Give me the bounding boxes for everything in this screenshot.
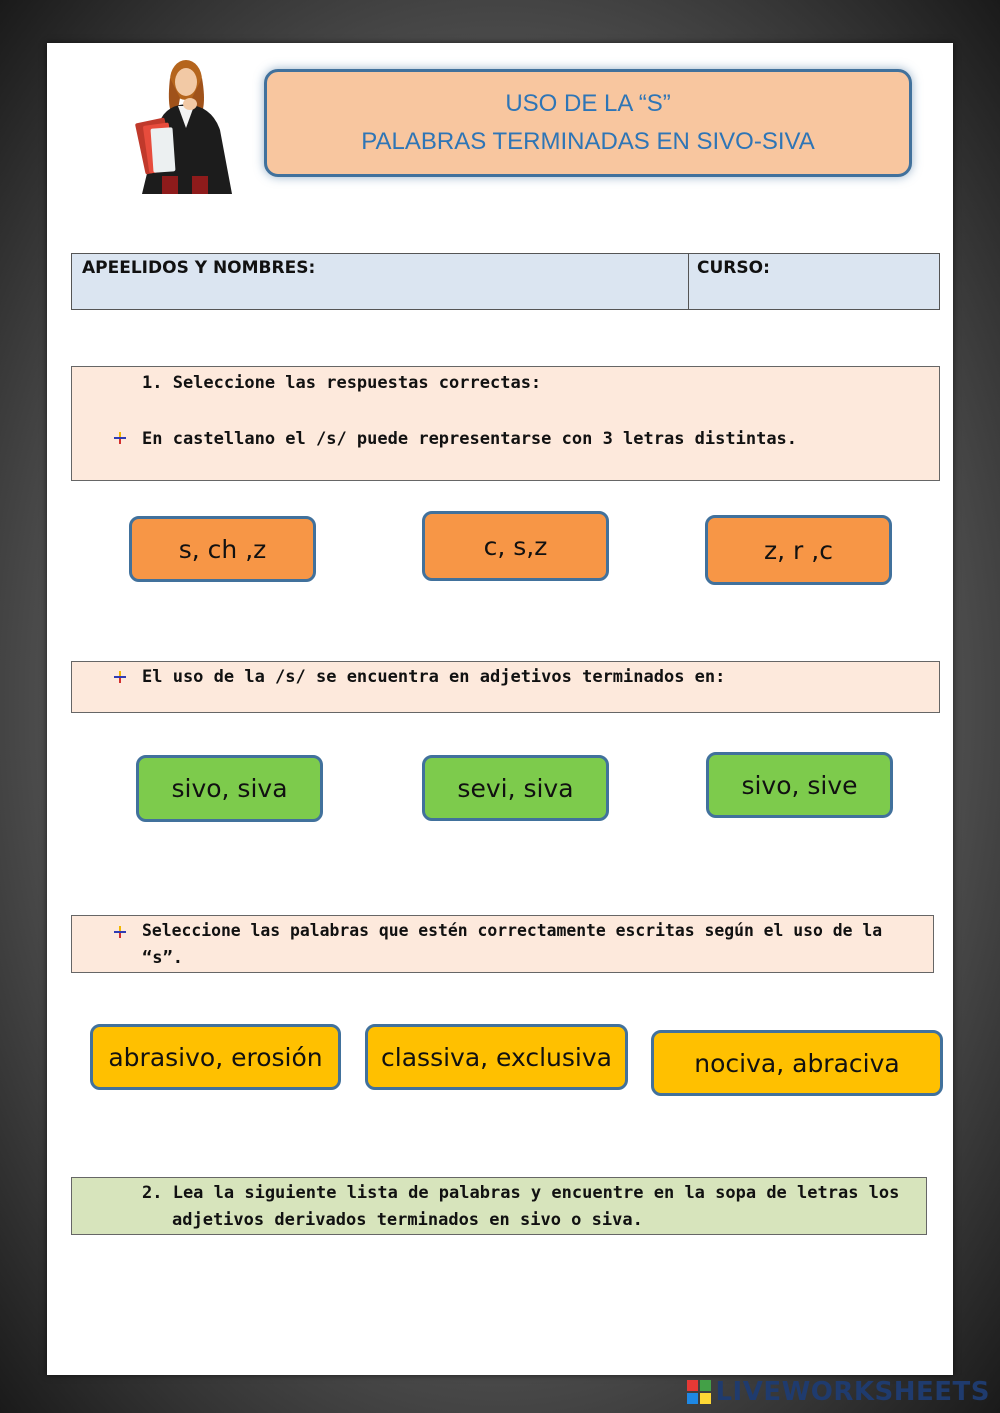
- option-label: sivo, sive: [741, 770, 858, 800]
- question-2-line-2: adjetivos derivados terminados en sivo o siva.: [172, 1210, 643, 1230]
- option-z-r-c[interactable]: [705, 515, 892, 585]
- names-field[interactable]: [72, 254, 689, 309]
- question-1b-box: [71, 661, 940, 713]
- option-sivo-siva[interactable]: [136, 755, 323, 822]
- option-label: c, s,z: [483, 531, 548, 561]
- option-label: nociva, abraciva: [694, 1048, 900, 1078]
- option-label: s, ch ,z: [178, 534, 267, 564]
- bullet-icon: [112, 924, 128, 940]
- option-abrasivo-erosion[interactable]: [90, 1024, 341, 1090]
- option-label: sevi, siva: [457, 773, 574, 803]
- student-illustration: [128, 58, 238, 194]
- title-line-1: USO DE LA “S”: [505, 90, 671, 117]
- title-line-2: PALABRAS TERMINADAS EN SIVO-SIVA: [361, 128, 815, 155]
- question-1c-statement-line-1: Seleccione las palabras que estén correctamente escritas según el uso de la: [142, 921, 883, 940]
- option-label: abrasivo, erosión: [108, 1042, 323, 1072]
- liveworksheets-logo: [687, 1377, 990, 1407]
- bullet-icon: [112, 669, 128, 685]
- option-s-ch-z[interactable]: [129, 516, 316, 582]
- course-field[interactable]: [689, 254, 939, 309]
- question-1-statement: En castellano el /s/ puede representarse con 3 letras distintas.: [142, 429, 798, 449]
- question-1-heading: 1. Seleccione las respuestas correctas:: [142, 373, 542, 393]
- student-info-table: [71, 253, 940, 310]
- logo-badge-icon: [687, 1380, 711, 1404]
- option-label: sivo, siva: [171, 774, 288, 803]
- question-1-box: [71, 366, 940, 481]
- question-1c-box: [71, 915, 934, 973]
- option-label: classiva, exclusiva: [381, 1042, 612, 1072]
- option-c-s-z[interactable]: [422, 511, 609, 581]
- bullet-icon: [112, 430, 128, 446]
- title-banner: [264, 69, 912, 177]
- question-1c-statement-line-2: “s”.: [142, 948, 183, 968]
- logo-text: LIVEWORKSHEETS: [715, 1377, 990, 1407]
- option-nociva-abraciva[interactable]: [651, 1030, 943, 1096]
- option-label: z, r ,c: [764, 535, 833, 565]
- option-sevi-siva[interactable]: [422, 755, 609, 821]
- option-sivo-sive[interactable]: [706, 752, 893, 818]
- question-2-line-1: 2. Lea la siguiente lista de palabras y encuentre en la sopa de letras los: [142, 1183, 900, 1203]
- names-label: APEELIDOS Y NOMBRES:: [82, 258, 316, 278]
- question-1b-statement: El uso de la /s/ se encuentra en adjetivos terminados en:: [142, 667, 726, 687]
- option-classiva-exclusiva[interactable]: [365, 1024, 628, 1090]
- question-2-box: [71, 1177, 927, 1235]
- course-label: CURSO:: [697, 258, 770, 278]
